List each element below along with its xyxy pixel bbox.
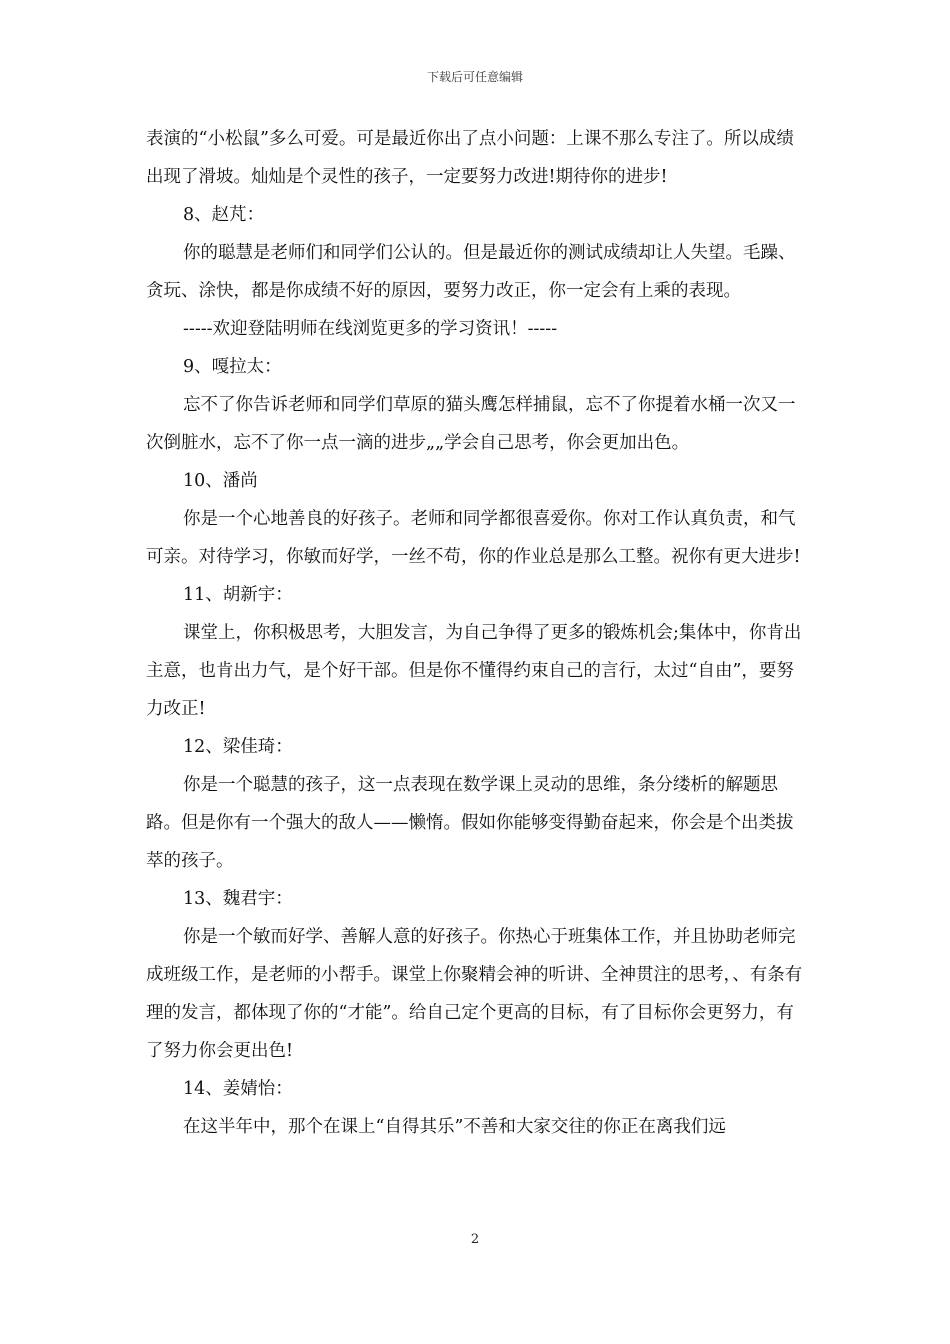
document-body: [146, 120, 810, 1146]
page-header: 下载后可任意编辑: [426, 70, 523, 84]
paragraph: 11、胡新宇：: [183, 585, 293, 605]
paragraph: 12、梁佳琦：: [183, 737, 293, 757]
paragraph: -----欢迎登陆明师在线浏览更多的学习资讯！-----: [183, 319, 558, 339]
paragraph: 你是一个聪慧的孩子，这一点表现在数学课上灵动的思维，条分缕析的解题思路。但是你有一个强大的敌人——懒惰。假如你能够变得勤奋起来，你会是个出类拔萃的孩子。: [146, 775, 794, 871]
paragraph: 课堂上，你积极思考，大胆发言，为自己争得了更多的锻炼机会;集体中，你肯出主意，也肯出力气，是个好干部。但是你不懂得约束自己的言行，太过“自由”，要努力改正!: [146, 623, 802, 719]
paragraph: 你是一个敏而好学、善解人意的好孩子。你热心于班集体工作，并且协助老师完成班级工作，是老师的小帮手。课堂上你聚精会神的听讲、全神贯注的思考，、有条有理的发言，都体现了你的“才能”。给自己定个更高的目标，有了目标你会更努力，有了努力你会更出色!: [146, 927, 803, 1061]
paragraph: 你是一个心地善良的好孩子。老师和同学都很喜爱你。你对工作认真负责，和气可亲。对待学习，你敏而好学，一丝不苟，你的作业总是那么工整。祝你有更大进步!: [146, 509, 801, 567]
page-number: 2: [470, 1232, 480, 1247]
paragraph: 忘不了你告诉老师和同学们草原的猫头鹰怎样捕鼠，忘不了你提着水桶一次又一次倒脏水，忘不了你一点一滴的进步„„学会自己思考，你会更加出色。: [146, 395, 796, 453]
paragraph: 你的聪慧是老师们和同学们公认的。但是最近你的测试成绩却让人失望。毛躁、贪玩、涂快，都是你成绩不好的原因，要努力改正，你一定会有上乘的表现。: [146, 243, 796, 301]
paragraph: 14、姜婧怡：: [183, 1079, 293, 1099]
paragraph: 13、魏君宇：: [183, 889, 293, 909]
paragraph: 在这半年中，那个在课上“自得其乐”不善和大家交往的你正在离我们远: [183, 1117, 726, 1137]
paragraph: 表演的“小松鼠”多么可爱。可是最近你出了点小问题：上课不那么专注了。所以成绩出现了滑坡。灿灿是个灵性的孩子，一定要努力改进!期待你的进步!: [146, 129, 794, 187]
paragraph: 9、嘎拉太：: [183, 357, 282, 377]
paragraph: 10、潘尚: [183, 471, 258, 491]
paragraph: 8、赵芃：: [183, 205, 265, 225]
